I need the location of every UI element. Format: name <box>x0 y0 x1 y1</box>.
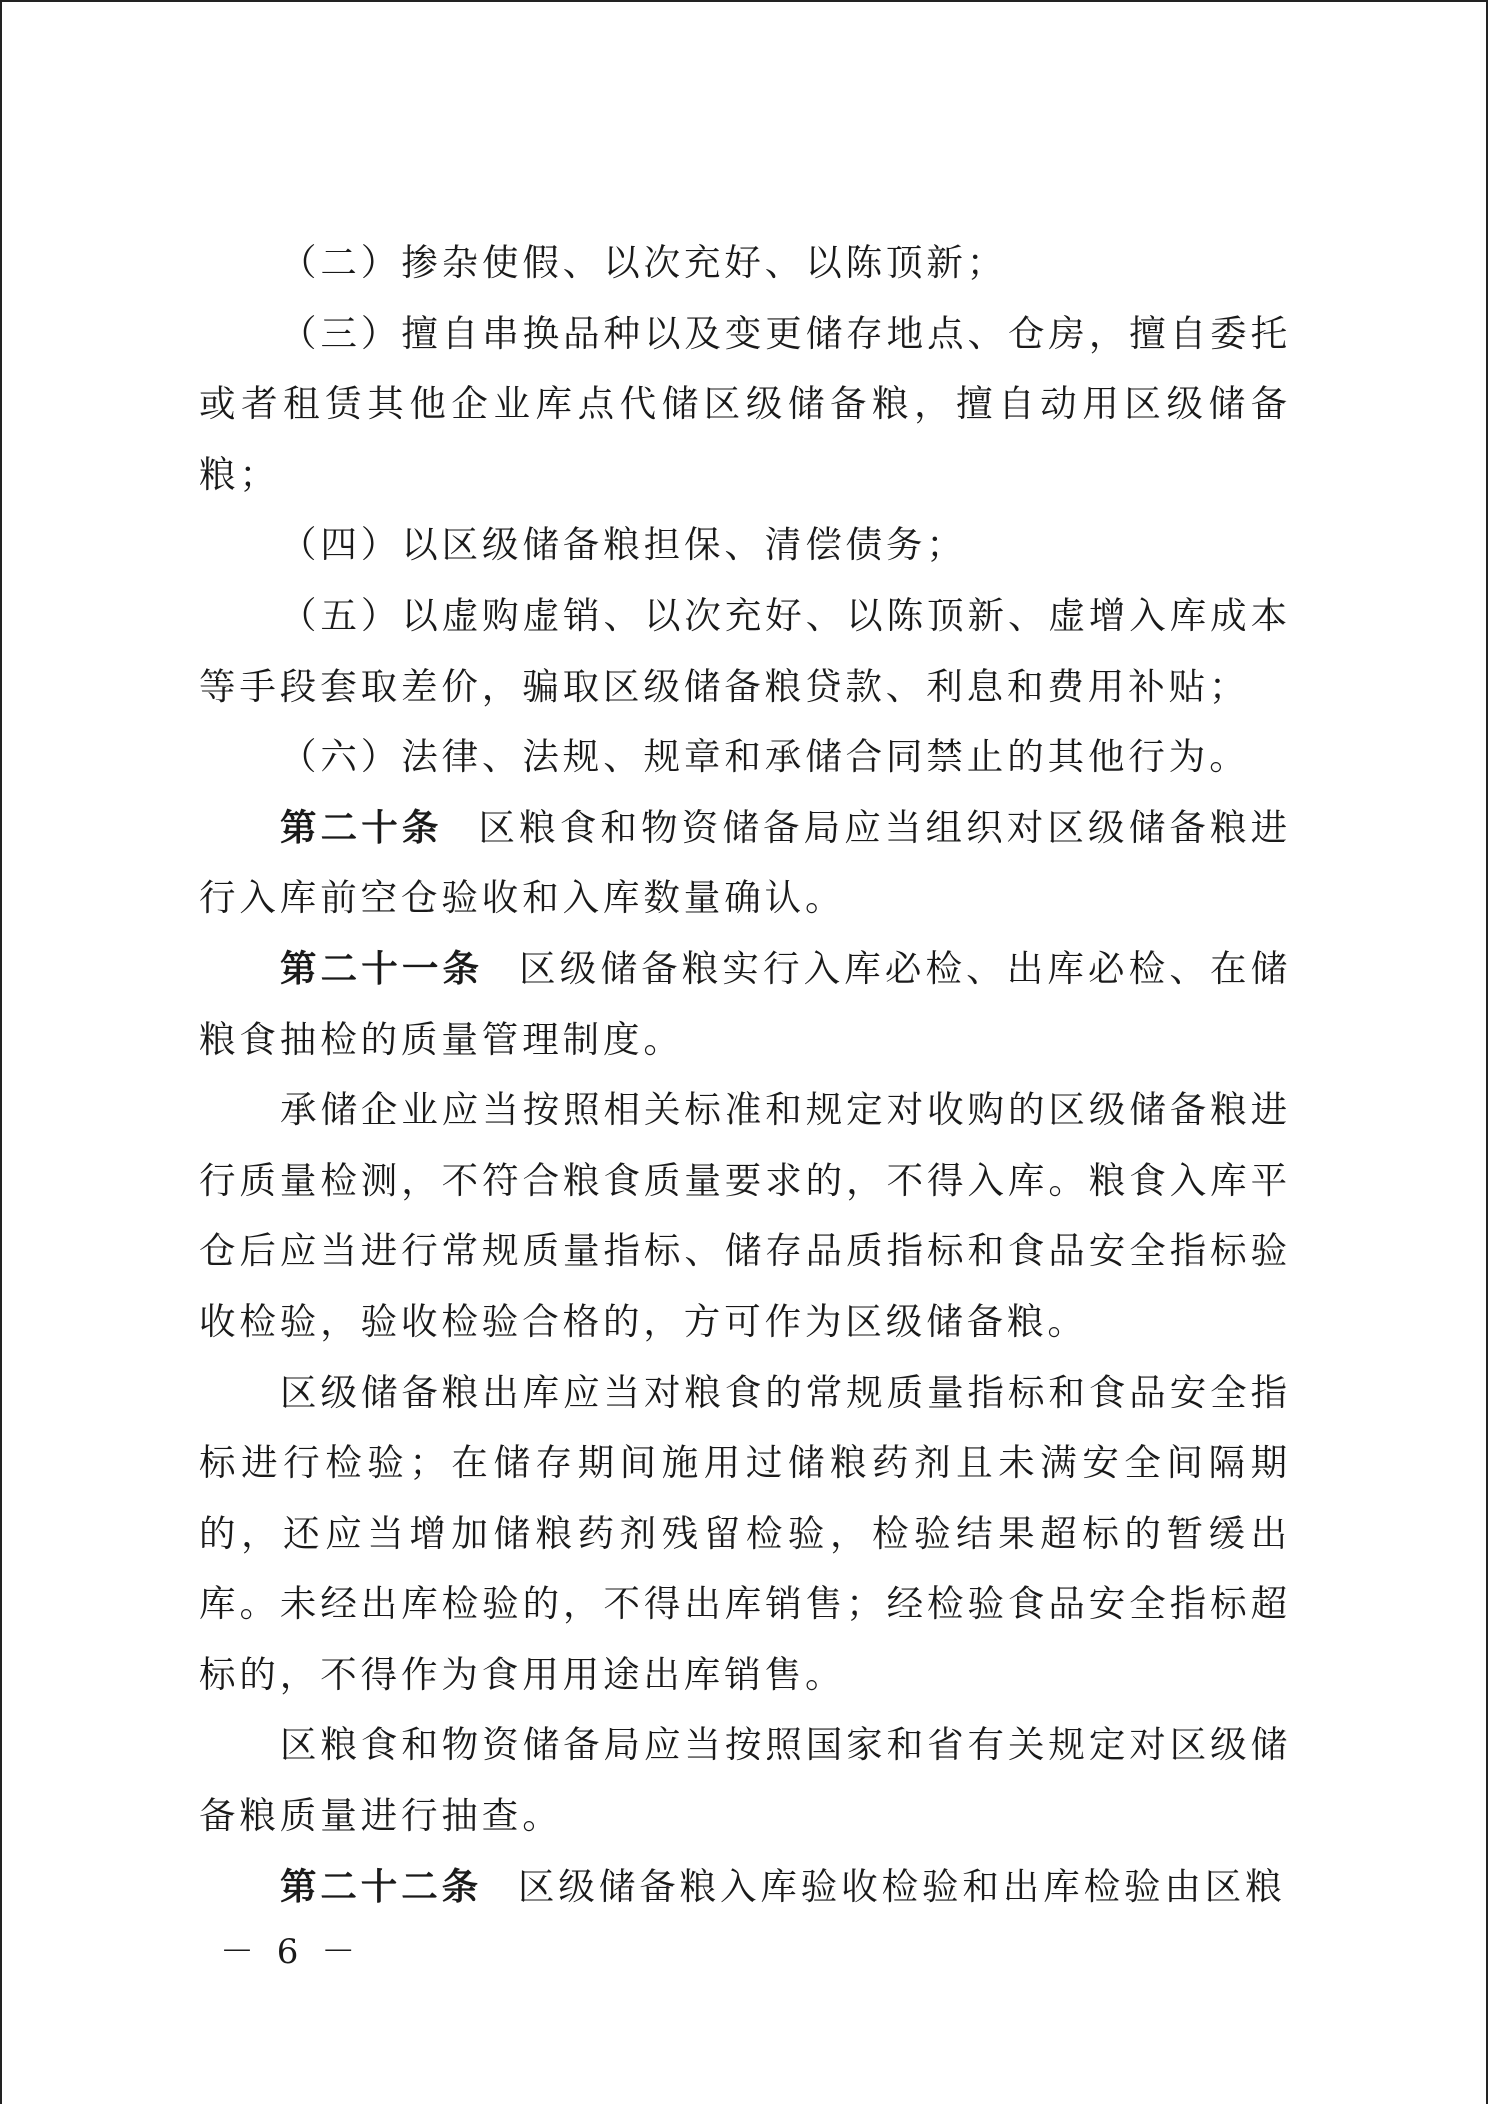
document-body <box>199 228 1291 1922</box>
clause-6-text: （六）法律、法规、规章和承储合同禁止的其他行为。 <box>280 735 1250 779</box>
article-21-paragraph-3-text: 区级储备粮出库应当对粮食的常规质量指标和食品安全指标进行检验；在储存期间施用过储粮药剂且未满安全间隔期的，还应当增加储粮药剂残留检验，检验结果超标的暂缓出库。未经出库检验的，不得出库销售；经检验食品安全指标超标的，不得作为食用用途出库销售。 <box>199 1370 1291 1696</box>
clause-3-text: （三）擅自串换品种以及变更储存地点、仓房，擅自委托或者租赁其他企业库点代储区级储备粮，擅自动用区级储备粮； <box>199 311 1291 496</box>
clause-2 <box>199 228 1291 299</box>
page-border-left <box>0 0 2 2104</box>
article-21-paragraph-4 <box>199 1710 1291 1851</box>
clause-4-text: （四）以区级储备粮担保、清偿债务； <box>280 523 967 567</box>
clause-5 <box>199 581 1291 722</box>
page-border-top <box>0 0 1488 2</box>
article-20-heading: 第二十条 <box>280 805 443 849</box>
clause-2-text: （二）掺杂使假、以次充好、以陈顶新； <box>280 241 1008 284</box>
article-20 <box>199 793 1291 934</box>
article-21-paragraph-2 <box>199 1075 1291 1357</box>
article-20-text: 区粮食和物资储备局应当组织对区级储备粮进行入库前空仓验收和入库数量确认。 <box>199 805 1291 920</box>
clause-5-text: （五）以虚购虚销、以次充好、以陈顶新、虚增入库成本等手段套取差价，骗取区级储备粮贷款、利息和费用补贴； <box>199 593 1291 708</box>
article-22 <box>199 1852 1291 1923</box>
clause-4 <box>199 510 1291 581</box>
article-22-heading: 第二十二条 <box>280 1864 482 1908</box>
article-21-text: 区级储备粮实行入库必检、出库必检、在储粮食抽检的质量管理制度。 <box>199 946 1291 1061</box>
clause-3 <box>199 299 1291 511</box>
article-21-paragraph-4-text: 区粮食和物资储备局应当按照国家和省有关规定对区级储备粮质量进行抽查。 <box>199 1723 1291 1838</box>
article-21-paragraph-3 <box>199 1358 1291 1711</box>
article-21-heading: 第二十一条 <box>280 946 484 990</box>
article-21 <box>199 934 1291 1075</box>
article-21-paragraph-2-text: 承储企业应当按照相关标准和规定对收购的区级储备粮进行质量检测，不符合粮食质量要求的，不得入库。粮食入库平仓后应当进行常规质量指标、储存品质指标和食品安全指标验收检验，验收检验合格的，方可作为区级储备粮。 <box>199 1088 1291 1343</box>
clause-6 <box>199 722 1291 793</box>
page-number: － 6 － <box>220 1932 362 1972</box>
article-22-text: 区级储备粮入库验收检验和出库检验由区粮 <box>518 1864 1286 1908</box>
